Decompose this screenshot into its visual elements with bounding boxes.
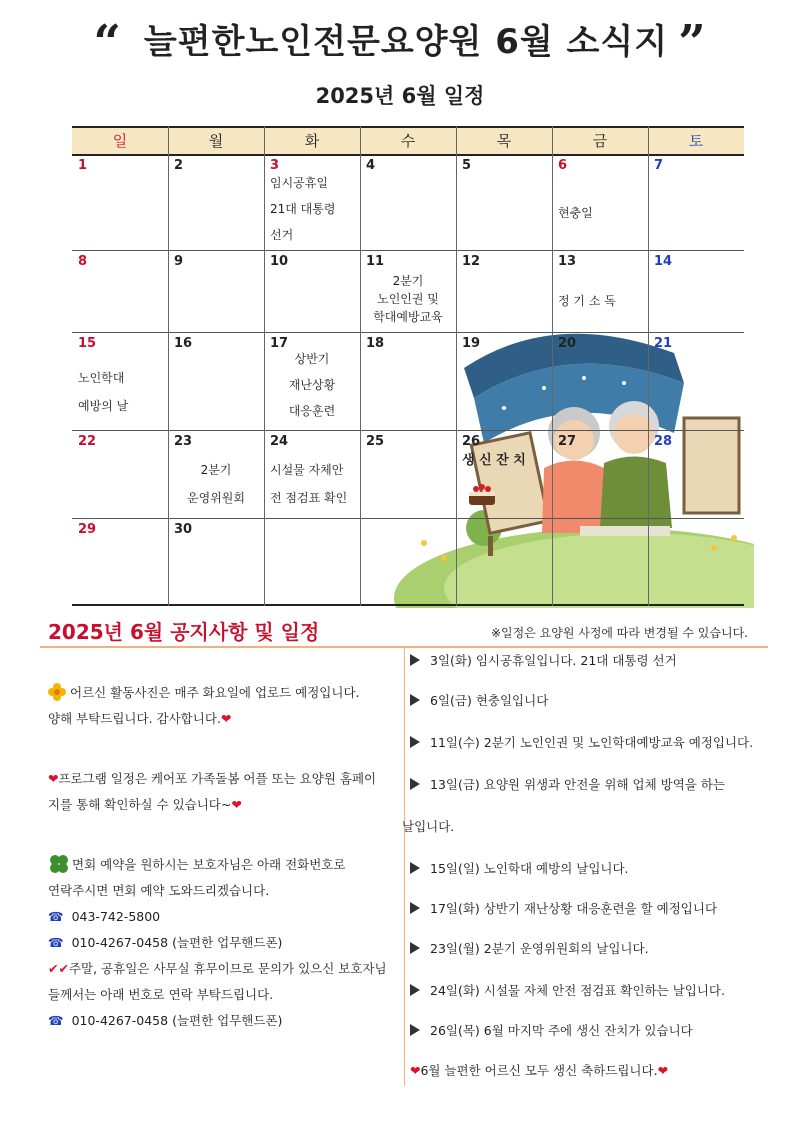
schedule-item-continued: 날입니다. [402,819,455,834]
schedule-subtitle: 2025년 6월 일정 [315,84,485,108]
schedule-text: 6월 늘편한 어르신 모두 생신 축하드립니다. [420,1063,658,1078]
schedule-item [410,650,766,672]
event-line: 시설물 자체안 [270,463,344,477]
day-12: 12 [462,254,481,269]
calendar [72,126,744,606]
calendar-row-divider [72,430,744,431]
notice-text: 지를 통해 확인하실 수 있습니다~ [48,797,232,812]
day-22: 22 [78,434,97,449]
schedule-text: 23일(월) 2분기 운영위원회의 날입니다. [430,941,649,956]
birthday-message [410,1060,766,1082]
event-day-3 [270,170,362,248]
schedule-item [410,898,766,920]
event-line: 예방의 날 [78,399,129,413]
clover-icon [48,853,70,875]
notice-title: 2025년 6월 공지사항 및 일정 [48,620,320,644]
triangle-bullet-icon [410,736,420,748]
calendar-header [72,126,744,156]
schedule-text: 26일(목) 6월 마지막 주에 생신 잔치가 있습니다 [430,1023,693,1038]
event-line: 전 점검표 확인 [270,491,348,505]
phone-number[interactable]: 043-742-5800 [71,909,161,924]
check-icon: ✔✔ [48,961,69,976]
heart-icon: ❤ [410,1063,421,1078]
schedule-text: 15일(일) 노인학대 예방의 날입니다. [430,861,629,876]
day-16: 16 [174,336,193,351]
phone-icon: ☎ [48,935,64,950]
event-day-17 [264,346,360,424]
weekday-tue: 화 [304,132,320,150]
triangle-bullet-icon [410,862,420,874]
schedule-item [410,732,766,754]
weekday-wed: 수 [400,132,416,150]
day-2: 2 [174,158,184,173]
day-14: 14 [654,254,673,269]
event-day-26: 생 신 잔 치 [462,453,526,468]
day-29: 29 [78,522,97,537]
event-line: 임시공휴일 [270,176,328,190]
phone-note: (늘편한 업무핸드폰) [172,935,283,950]
calendar-row-divider [72,332,744,333]
event-line: 상반기 [294,352,330,366]
event-line: 2분기 [392,274,424,288]
triangle-bullet-icon [410,694,420,706]
event-day-24 [270,456,360,512]
schedule-item [410,858,766,880]
notice-left-column [48,680,400,1034]
day-21: 21 [654,336,673,351]
day-9: 9 [174,254,184,269]
notice-visit [48,852,400,878]
schedule-item [410,938,766,960]
heart-icon: ❤ [220,711,232,726]
event-line: 학대예방교육 [373,310,443,324]
notice-text: 면회 예약을 원하시는 보호자님은 아래 전화번호로 [72,857,346,872]
triangle-bullet-icon [410,778,420,790]
triangle-bullet-icon [410,1024,420,1036]
close-quote: ” [678,15,707,71]
event-day-13: 정 기 소 독 [558,294,616,308]
event-day-6: 현충일 [558,206,593,220]
heart-icon: ❤ [48,771,59,786]
phone-icon: ☎ [48,909,64,924]
event-line: 2분기 [200,463,232,477]
weekday-sun: 일 [112,132,128,150]
phone-icon: ☎ [48,1013,64,1028]
schedule-item [410,980,766,1002]
day-26: 26 [462,434,481,449]
day-19: 19 [462,336,481,351]
phone-line [48,904,400,930]
calendar-col-divider [456,126,457,606]
heart-icon: ❤ [657,1063,669,1078]
day-17: 17 [270,336,289,351]
column-divider [404,646,405,1086]
day-1: 1 [78,158,88,173]
schedule-item [410,690,766,712]
event-line: 노인인권 및 [377,292,439,306]
schedule-item [410,1020,766,1042]
weekday-mon: 월 [208,132,224,150]
day-11: 11 [366,254,385,269]
event-line: 21대 대통령 [270,202,336,216]
schedule-text: 11일(수) 2분기 노인인권 및 노인학대예방교육 예정입니다. [430,735,754,750]
schedule-change-note: ※일정은 요양원 사정에 따라 변경될 수 있습니다. [490,626,748,640]
day-10: 10 [270,254,289,269]
flower-icon [48,683,66,701]
event-day-23 [168,456,264,512]
calendar-col-divider [648,126,649,606]
calendar-col-divider [168,126,169,606]
event-line: 운영위원회 [187,491,245,505]
heart-icon: ❤ [231,797,242,812]
day-18: 18 [366,336,385,351]
weekday-fri: 금 [592,132,608,150]
day-27: 27 [558,434,577,449]
weekday-sat: 토 [688,132,704,150]
title-text: 늘편한노인전문요양원 6월 소식지 [143,22,669,62]
newsletter-title [0,14,800,71]
phone-number[interactable]: 010-4267-0458 [71,1013,169,1028]
day-20: 20 [558,336,577,351]
weekday-thu: 목 [496,132,512,150]
triangle-bullet-icon [410,942,420,954]
phone-note: (늘편한 업무핸드폰) [172,1013,283,1028]
event-line: 선거 [270,228,294,242]
calendar-row-divider [72,250,744,251]
event-line: 노인학대 [78,371,125,385]
day-25: 25 [366,434,385,449]
schedule-text: 13일(금) 요양원 위생과 안전을 위해 업체 방역을 하는 [430,777,725,792]
notice-text: 연락주시면 면회 예약 도와드리겠습니다. [48,883,270,898]
schedule-text: 6일(금) 현충일입니다 [430,693,549,708]
day-3: 3 [270,158,280,173]
event-day-15 [78,364,166,420]
notice-photo-upload [48,680,400,706]
schedule-item [410,774,766,796]
day-13: 13 [558,254,577,269]
schedule-text: 24일(화) 시설물 자체 안전 점검표 확인하는 날입니다. [430,983,725,998]
open-quote: “ [93,15,122,71]
triangle-bullet-icon [410,654,420,666]
triangle-bullet-icon [410,984,420,996]
event-line: 대응훈련 [288,404,336,418]
day-28: 28 [654,434,673,449]
notice-text: 주말, 공휴일은 사무실 휴무이므로 문의가 있으신 보호자님 [68,961,387,976]
calendar-bottom-border [72,604,744,606]
notice-text: 들께서는 아래 번호로 연락 부탁드립니다. [48,987,274,1002]
notice-program [48,766,400,792]
calendar-row-divider [72,518,744,519]
phone-line [48,1008,400,1034]
event-day-11 [360,272,456,326]
day-8: 8 [78,254,88,269]
phone-line [48,930,400,956]
notice-weekend [48,956,400,982]
day-23: 23 [174,434,193,449]
day-5: 5 [462,158,472,173]
notice-text: 어르신 활동사진은 매주 화요일에 업로드 예정입니다. [70,685,360,700]
notice-text: 양해 부탁드립니다. 감사합니다. [48,711,221,726]
phone-number[interactable]: 010-4267-0458 [71,935,169,950]
triangle-bullet-icon [410,902,420,914]
notice-text: 프로그램 일정은 케어포 가족돌봄 어플 또는 요양원 홈페이 [58,771,377,786]
day-7: 7 [654,158,664,173]
birthday-cake-icon [466,480,498,508]
day-4: 4 [366,158,376,173]
day-6: 6 [558,158,568,173]
day-15: 15 [78,336,97,351]
schedule-text: 17일(화) 상반기 재난상황 대응훈련을 할 예정입니다 [430,901,718,916]
day-24: 24 [270,434,289,449]
day-30: 30 [174,522,193,537]
event-line: 재난상황 [288,378,336,392]
schedule-text: 3일(화) 임시공휴일입니다. 21대 대통령 선거 [430,653,677,668]
calendar-col-divider [552,126,553,606]
